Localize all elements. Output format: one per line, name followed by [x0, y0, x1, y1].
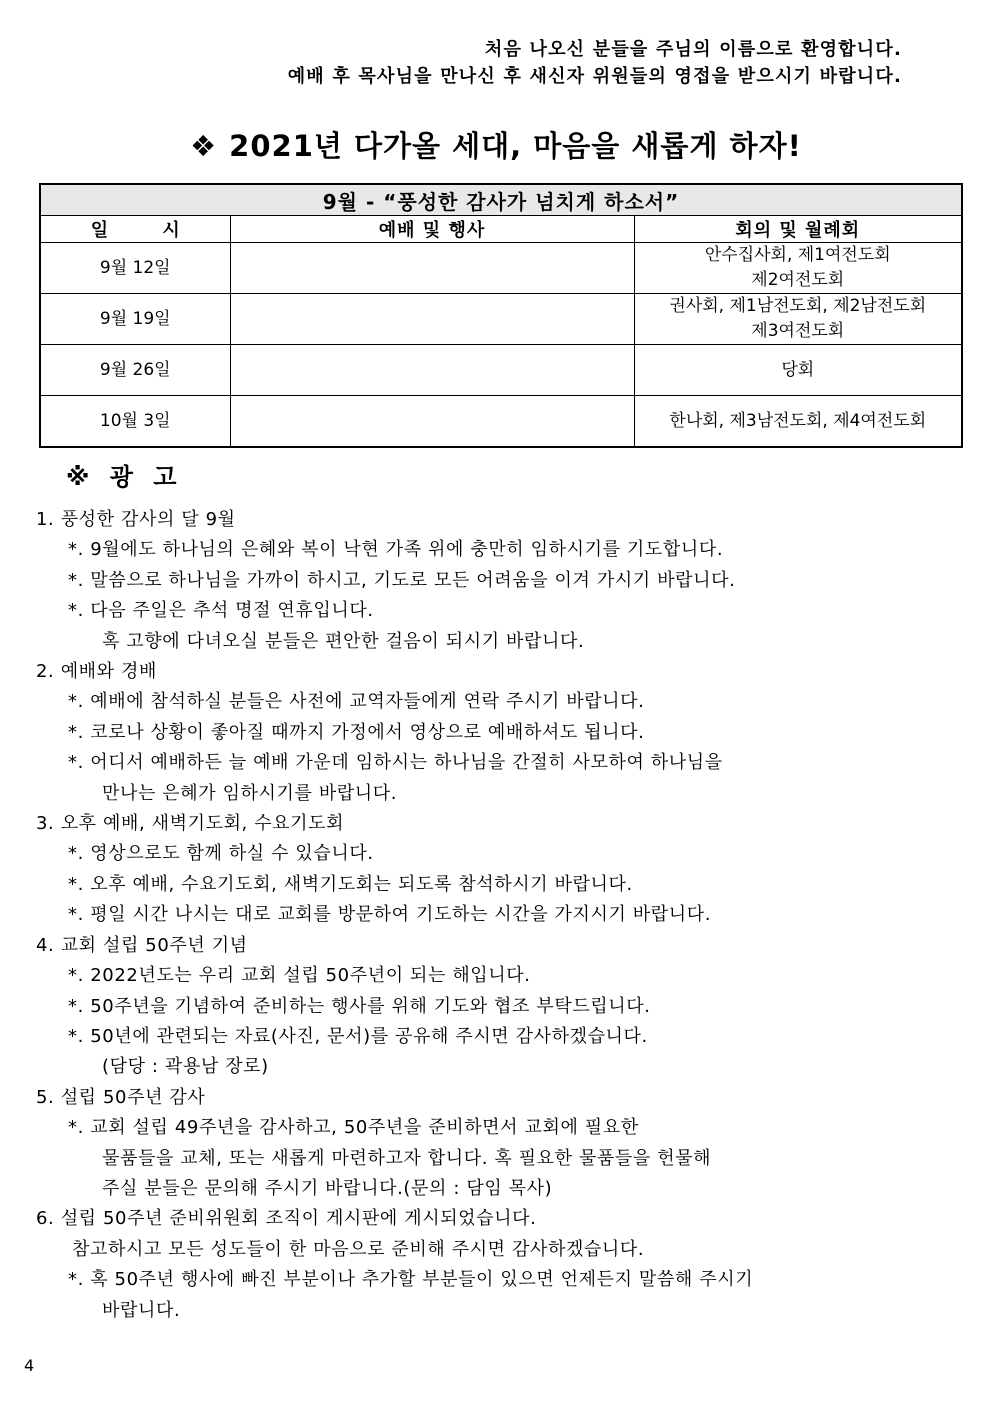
ad-heading: 5. 설립 50주년 감사	[36, 1086, 206, 1108]
ads-list	[36, 505, 956, 1326]
ad-item	[36, 657, 956, 809]
page-title-text: 2021년 다가올 세대, 마음을 새롭게 하자!	[229, 129, 802, 163]
ad-bullet: *. 어디서 예배하든 늘 예배 가운데 임하시는 하나님을 간절히 사모하여 하나님을	[68, 752, 723, 774]
ad-line: 혹 고향에 다녀오실 분들은 편안한 걸음이 되시기 바랍니다.	[102, 630, 585, 652]
ad-line: 물품들을 교체, 또는 새롭게 마련하고자 합니다. 혹 필요한 물품들을 헌물해	[102, 1147, 712, 1169]
event-cell	[230, 294, 634, 345]
ad-line: 만나는 은혜가 임하시기를 바랍니다.	[102, 782, 398, 804]
month-header-row	[40, 184, 962, 216]
ad-heading: 2. 예배와 경배	[36, 661, 157, 683]
date-cell: 9월 12일	[40, 243, 230, 294]
meeting-cell	[634, 294, 962, 345]
meeting-line: 제2여전도회	[751, 270, 845, 290]
welcome-line-2: 예배 후 목사님을 만나신 후 새신자 위원들의 영접을 받으시기 바랍니다.	[287, 66, 902, 87]
ad-bullet: *. 2022년도는 우리 교회 설립 50주년이 되는 해입니다.	[68, 965, 531, 987]
ad-bullet: *. 9월에도 하나님의 은혜와 복이 낙현 가족 위에 충만히 임하시기를 기도합니다.	[68, 539, 724, 561]
event-cell	[230, 243, 634, 294]
meeting-cell	[634, 396, 962, 448]
ad-line: 바랍니다.	[102, 1299, 181, 1321]
ad-item	[36, 1204, 956, 1326]
ad-bullet: *. 혹 50주년 행사에 빠진 부분이나 추가할 부분들이 있으면 언제든지 말씀해 주시기	[68, 1269, 754, 1291]
event-cell	[230, 345, 634, 396]
meeting-line: 권사회, 제1남전도회, 제2남전도회	[669, 296, 927, 316]
ad-line: 주실 분들은 문의해 주시기 바랍니다.(문의 : 담임 목사)	[102, 1177, 553, 1199]
ad-bullet: *. 교회 설립 49주년을 감사하고, 50주년을 준비하면서 교회에 필요한	[68, 1117, 639, 1139]
column-header-event: 예배 및 행사	[230, 216, 634, 243]
welcome-message	[288, 36, 902, 90]
meeting-line: 한나회, 제3남전도회, 제4여전도회	[669, 410, 927, 431]
welcome-line-1: 처음 나오신 분들을 주님의 이름으로 환영합니다.	[484, 39, 902, 60]
table-row	[40, 243, 962, 294]
ad-bullet: *. 말씀으로 하나님을 가까이 하시고, 기도로 모든 어려움을 이겨 가시기 바랍니다.	[68, 569, 736, 591]
ad-bullet: *. 예배에 참석하실 분들은 사전에 교역자들에게 연락 주시기 바랍니다.	[68, 691, 645, 713]
ads-title: ※ 광 고	[66, 463, 183, 491]
ad-heading: 4. 교회 설립 50주년 기념	[36, 934, 248, 956]
month-header: 9월 - “풍성한 감사가 넘치게 하소서”	[40, 184, 962, 216]
ad-heading: 6. 설립 50주년 준비위원회 조직이 게시판에 게시되었습니다.	[36, 1208, 537, 1230]
ad-bullet: *. 50주년을 기념하여 준비하는 행사를 위해 기도와 협조 부탁드립니다.	[68, 995, 651, 1017]
ad-heading: 1. 풍성한 감사의 달 9월	[36, 509, 236, 530]
schedule-table	[39, 183, 963, 448]
column-header-meeting: 회의 및 월례회	[634, 216, 962, 243]
ad-bullet: *. 영상으로도 함께 하실 수 있습니다.	[68, 843, 374, 865]
ad-bullet: *. 50년에 관련되는 자료(사진, 문서)를 공유해 주시면 감사하겠습니다.	[68, 1025, 648, 1047]
date-cell: 10월 3일	[40, 396, 230, 448]
date-cell: 9월 26일	[40, 345, 230, 396]
meeting-line: 제3여전도회	[751, 321, 845, 341]
event-cell	[230, 396, 634, 448]
ad-bullet: *. 평일 시간 나시는 대로 교회를 방문하여 기도하는 시간을 가지시기 바랍니다.	[68, 904, 712, 926]
table-row	[40, 396, 962, 448]
page-number: 4	[24, 1356, 35, 1375]
meeting-line: 안수집사회, 제1여전도회	[704, 245, 891, 265]
ad-heading: 3. 오후 예배, 새벽기도회, 수요기도회	[36, 813, 345, 835]
meeting-cell	[634, 345, 962, 396]
ad-line: 참고하시고 모든 성도들이 한 마음으로 준비해 주시면 감사하겠습니다.	[72, 1238, 645, 1260]
column-header-row	[40, 216, 962, 243]
ad-item	[36, 931, 956, 1083]
column-header-date: 일 시	[40, 216, 230, 243]
ad-bullet: *. 다음 주일은 추석 명절 연휴입니다.	[68, 600, 374, 622]
ad-item	[36, 505, 956, 657]
ad-bullet: *. 오후 예배, 수요기도회, 새벽기도회는 되도록 참석하시기 바랍니다.	[68, 873, 633, 895]
table-row	[40, 294, 962, 345]
date-cell: 9월 19일	[40, 294, 230, 345]
ad-line: (담당 : 곽용남 장로)	[102, 1056, 269, 1078]
page-title	[0, 124, 992, 165]
table-row	[40, 345, 962, 396]
meeting-cell	[634, 243, 962, 294]
ad-item	[36, 809, 956, 931]
meeting-line: 당회	[781, 359, 815, 380]
ad-item	[36, 1083, 956, 1205]
diamond-icon: ❖	[190, 129, 218, 163]
ad-bullet: *. 코로나 상황이 좋아질 때까지 가정에서 영상으로 예배하셔도 됩니다.	[68, 721, 645, 743]
